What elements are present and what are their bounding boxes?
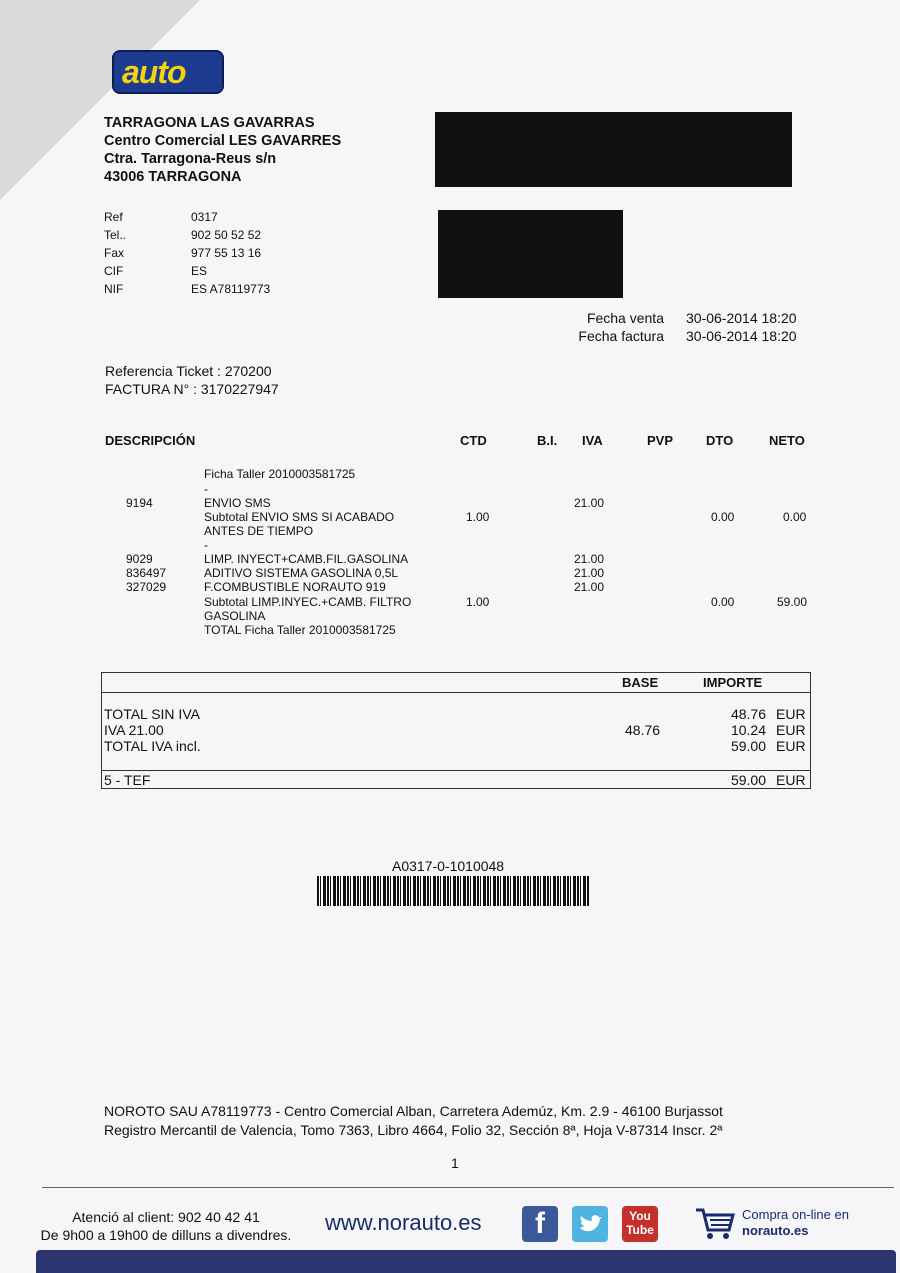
info-value: 977 55 13 16 (191, 246, 262, 260)
norauto-logo (112, 50, 224, 94)
iva-base: 48.76 (625, 722, 661, 738)
info-label: Tel.. (104, 228, 127, 242)
subtotal-dto: 0.00 (711, 510, 735, 524)
importe-header: IMPORTE (703, 675, 763, 690)
horari: De 9h00 a 19h00 de dilluns a divendres. (40, 1227, 292, 1243)
item-desc: ENVIO SMS (204, 496, 271, 510)
item-iva: 21.00 (574, 566, 605, 580)
item-iva: 21.00 (574, 580, 605, 594)
divider (101, 692, 811, 693)
dates-labels (540, 309, 664, 345)
twitter-icon[interactable] (572, 1206, 608, 1242)
youtube-you: You (629, 1209, 651, 1223)
store-address (104, 114, 341, 186)
item-desc: LIMP. INYECT+CAMB.FIL.GASOLINA (204, 552, 409, 566)
total-sin-iva-value: 48.76 (730, 706, 766, 722)
info-value: 0317 (191, 210, 218, 224)
barcode (317, 876, 589, 906)
store-center: Centro Comercial LES GAVARRES (104, 133, 342, 149)
item-desc: F.COMBUSTIBLE NORAUTO 919 (204, 580, 386, 594)
total-ficha: TOTAL Ficha Taller 2010003581725 (204, 623, 396, 637)
totals-currency (776, 706, 806, 754)
compra-online: Compra on-line en (742, 1207, 849, 1222)
legal-line-1: NOROTO SAU A78119773 - Centro Comercial Alban, Carretera Ademúz, Km. 2.9 - 46100 Burjassot (104, 1103, 723, 1119)
subtotal-ctd: 1.00 (466, 595, 490, 609)
item-code: 327029 (126, 580, 167, 594)
fecha-venta-label: Fecha venta (586, 310, 664, 326)
total-sin-iva-label: TOTAL SIN IVA (104, 706, 200, 722)
page-number: 1 (451, 1155, 459, 1171)
totals-values (700, 706, 766, 754)
col-header-neto: NETO (769, 433, 805, 448)
invoice-number: FACTURA N° : 3170227947 (105, 381, 279, 397)
fecha-factura-label: Fecha factura (578, 328, 664, 344)
subtotal-desc-cont: ANTES DE TIEMPO (204, 524, 314, 538)
subtotal-dto: 0.00 (711, 595, 735, 609)
currency: EUR (776, 738, 806, 754)
store-name: TARRAGONA LAS GAVARRAS (104, 115, 315, 131)
subtotal-desc: Subtotal ENVIO SMS SI ACABADO (204, 510, 395, 524)
iva-label: IVA 21.00 (104, 722, 164, 738)
subtotal-desc-cont: GASOLINA (204, 609, 266, 623)
redacted-block (438, 210, 623, 298)
item-desc: ADITIVO SISTEMA GASOLINA 0,5L (204, 566, 399, 580)
facebook-icon[interactable]: f (522, 1206, 558, 1242)
redacted-block (435, 112, 792, 187)
footer-bar (36, 1250, 896, 1273)
col-header-iva: IVA (582, 433, 603, 448)
subtotal-neto: 59.00 (777, 595, 808, 609)
subtotal-ctd: 1.00 (466, 510, 490, 524)
info-label: CIF (104, 264, 124, 278)
fecha-venta-value: 30-06-2014 18:20 (686, 310, 797, 326)
info-value: 902 50 52 52 (191, 228, 262, 242)
store-city: 43006 TARRAGONA (104, 169, 242, 185)
logo-text: auto (122, 54, 186, 90)
store-road: Ctra. Tarragona-Reus s/n (104, 151, 277, 167)
col-header-dto: DTO (706, 433, 734, 448)
item-code: 9194 (126, 496, 153, 510)
compra-site[interactable]: norauto.es (742, 1223, 809, 1238)
totals-labels (104, 706, 201, 754)
col-header-bi: B.I. (537, 433, 558, 448)
legal-info (104, 1102, 723, 1140)
footer-divider (42, 1187, 894, 1188)
col-header-descripcion: DESCRIPCIÓN (105, 433, 196, 448)
info-value: ES (191, 264, 208, 278)
separator-dash: - (204, 482, 208, 496)
subtotal-desc: Subtotal LIMP.INYEC.+CAMB. FILTRO (204, 595, 412, 609)
payment-value: 59.00 (730, 772, 766, 788)
base-header: BASE (622, 675, 659, 690)
item-iva: 21.00 (574, 496, 605, 510)
info-label: Ref (104, 210, 123, 224)
currency: EUR (776, 772, 806, 788)
payment-method: 5 - TEF (104, 772, 151, 788)
atencio-client: Atenció al client: 902 40 42 41 (72, 1209, 260, 1225)
divider (101, 770, 811, 771)
subtotal-neto: 0.00 (783, 510, 807, 524)
website-link[interactable]: www.norauto.es (325, 1210, 482, 1235)
info-label: Fax (104, 246, 125, 260)
total-iva-incl-value: 59.00 (730, 738, 766, 754)
currency: EUR (776, 722, 806, 738)
item-code: 836497 (126, 566, 167, 580)
legal-line-2: Registro Mercantil de Valencia, Tomo 7363, Libro 4664, Folio 32, Sección 8ª, Hoja V-87314 Inscr. 2ª (104, 1122, 723, 1138)
shopping-cart-icon[interactable] (694, 1206, 736, 1242)
barcode-text: A0317-0-1010048 (392, 858, 505, 874)
info-value: ES A78119773 (191, 282, 271, 296)
item-iva: 21.00 (574, 552, 605, 566)
info-label: NIF (104, 282, 124, 296)
ficha-taller: Ficha Taller 2010003581725 (204, 467, 356, 481)
youtube-tube: Tube (626, 1223, 654, 1237)
customer-service (34, 1208, 298, 1244)
col-header-pvp: PVP (647, 433, 674, 448)
total-iva-incl-label: TOTAL IVA incl. (104, 738, 201, 754)
currency: EUR (776, 706, 806, 722)
ticket-reference: Referencia Ticket : 270200 (105, 363, 272, 379)
online-shop (742, 1207, 849, 1239)
dates-values (686, 309, 797, 345)
separator-dash: - (204, 538, 208, 552)
invoice-refs (105, 362, 279, 398)
fecha-factura-value: 30-06-2014 18:20 (686, 328, 797, 344)
col-header-ctd: CTD (460, 433, 487, 448)
item-code: 9029 (126, 552, 153, 566)
iva-value: 10.24 (730, 722, 766, 738)
youtube-icon[interactable] (622, 1206, 658, 1242)
store-info (104, 208, 270, 298)
